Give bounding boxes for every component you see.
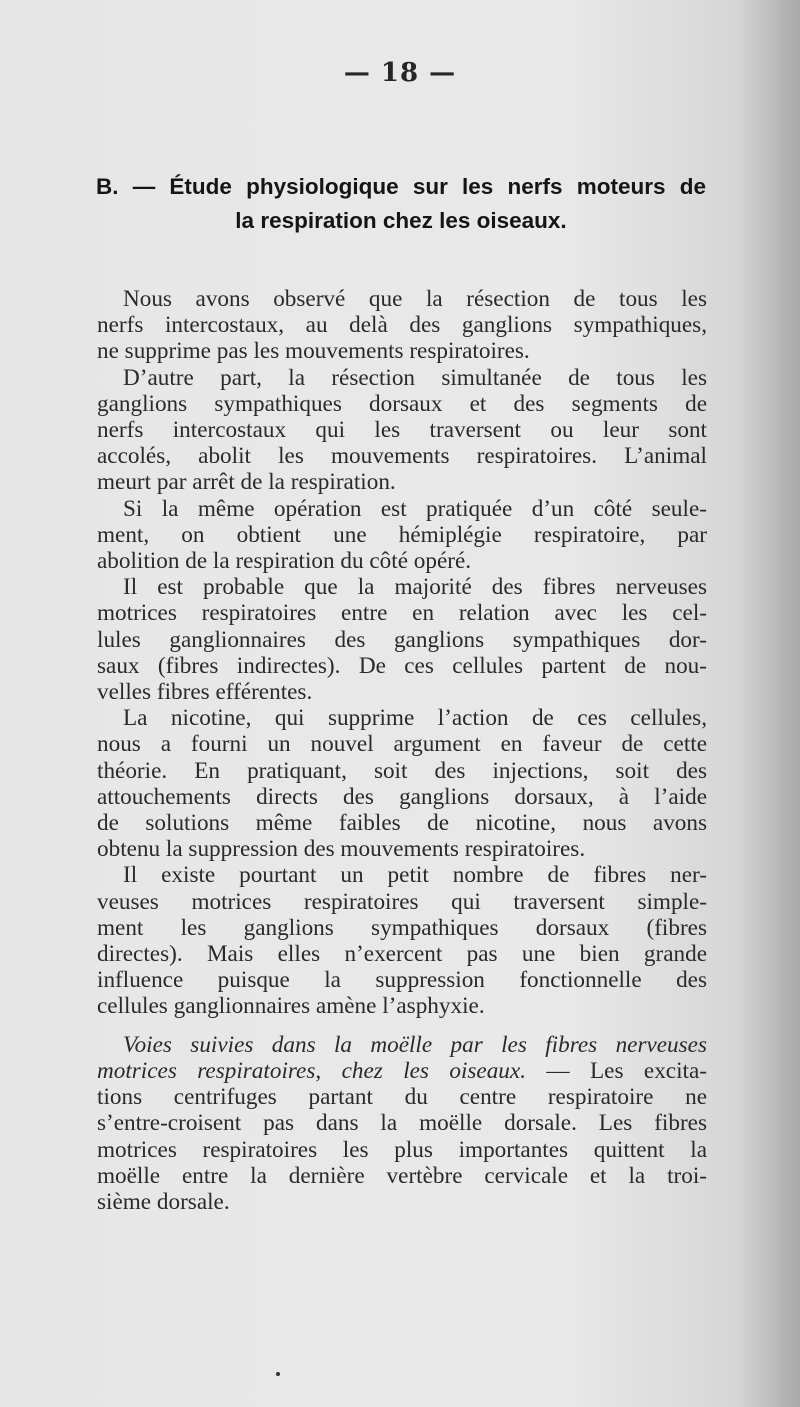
text-line: La nicotine, qui supprime l’action de ces cellules, bbox=[123, 705, 707, 732]
paragraph-5 bbox=[97, 705, 707, 862]
paragraph-gap bbox=[97, 1020, 707, 1032]
text-line: nerfs intercostaux qui les traversent ou leur sont bbox=[97, 417, 707, 444]
ink-speck bbox=[276, 1372, 280, 1376]
text-line: saux (fibres indirectes). De ces cellules partent de nou- bbox=[97, 652, 707, 679]
paragraph-3 bbox=[97, 496, 707, 575]
text-line: sième dorsale. bbox=[97, 1188, 230, 1215]
paragraph-2 bbox=[97, 365, 707, 496]
text-line: abolition de la respiration du côté opéré. bbox=[97, 548, 472, 575]
text-line: accolés, abolit les mouvements respiratoires. L’animal bbox=[97, 443, 707, 470]
section-heading bbox=[96, 170, 706, 238]
paragraph-6 bbox=[97, 862, 707, 1019]
text-line: Il est probable que la majorité des fibres nerveuses bbox=[123, 574, 707, 601]
text-line: ne supprime pas les mouvements respiratoires. bbox=[97, 338, 530, 365]
text-line: de solutions même faibles de nicotine, nous avons bbox=[97, 810, 707, 837]
text-line: Nous avons observé que la résection de tous les bbox=[123, 286, 707, 312]
body-text bbox=[97, 286, 707, 1215]
italic-subheading-end: motrices respiratoires, chez les oiseaux. bbox=[97, 1057, 526, 1084]
text-line: moëlle entre la dernière vertèbre cervicale et la troi- bbox=[97, 1162, 707, 1189]
text-line: ment les ganglions sympathiques dorsaux (fibres bbox=[97, 914, 707, 941]
text-line-mixed bbox=[97, 1058, 707, 1084]
text-line: obtenu la suppression des mouvements respiratoires. bbox=[97, 836, 586, 863]
text-line: influence puisque la suppression fonctionnelle des bbox=[97, 967, 707, 994]
text-line: Si la même opération est pratiquée d’un côté seule- bbox=[123, 495, 707, 522]
section-heading-line-2: la respiration chez les oiseaux. bbox=[235, 208, 567, 233]
text-line: veuses motrices respiratoires qui traversent simple- bbox=[97, 888, 707, 915]
text-line: meurt par arrêt de la respiration. bbox=[97, 469, 396, 496]
text-line: velles fibres efférentes. bbox=[97, 679, 313, 706]
paragraph-1 bbox=[97, 286, 707, 365]
paragraph-7 bbox=[97, 1032, 707, 1215]
text-line: nous a fourni un nouvel argument en faveur de cette bbox=[97, 731, 707, 758]
text-line: directes). Mais elles n’exercent pas une bien grande bbox=[97, 941, 707, 968]
page-number: — 18 — bbox=[343, 58, 457, 88]
text-line: tions centrifuges partant du centre respiratoire ne bbox=[97, 1084, 707, 1111]
text-line: cellules ganglionnaires amène l’asphyxie. bbox=[97, 993, 485, 1020]
text-line: D’autre part, la résection simultanée de tous les bbox=[123, 364, 707, 391]
text-line: ment, on obtient une hémiplégie respiratoire, par bbox=[97, 521, 707, 548]
italic-subheading: Voies suivies dans la moëlle par les fibres nerveuses bbox=[123, 1031, 707, 1058]
text-line: ganglions sympathiques dorsaux et des segments de bbox=[97, 390, 707, 417]
text-line: attouchements directs des ganglions dorsaux, à l’aide bbox=[97, 783, 707, 810]
text-line: nerfs intercostaux, au delà des ganglions sympathiques, bbox=[97, 312, 707, 339]
text-line: motrices respiratoires entre en relation avec les cel- bbox=[97, 600, 707, 627]
text-line: motrices respiratoires les plus importantes quittent la bbox=[97, 1136, 707, 1163]
section-heading-line-1: B. — Étude physiologique sur les nerfs moteurs de bbox=[96, 174, 706, 199]
paragraph-4 bbox=[97, 574, 707, 705]
text-line: lules ganglionnaires des ganglions sympathiques dor- bbox=[97, 626, 707, 653]
text-fragment: — Les excita- bbox=[526, 1057, 707, 1084]
text-line: théorie. En pratiquant, soit des injections, soit des bbox=[97, 757, 707, 784]
text-line: s’entre-croisent pas dans la moëlle dorsale. Les fibres bbox=[97, 1110, 707, 1137]
text-line: Il existe pourtant un petit nombre de fibres ner- bbox=[123, 862, 707, 889]
